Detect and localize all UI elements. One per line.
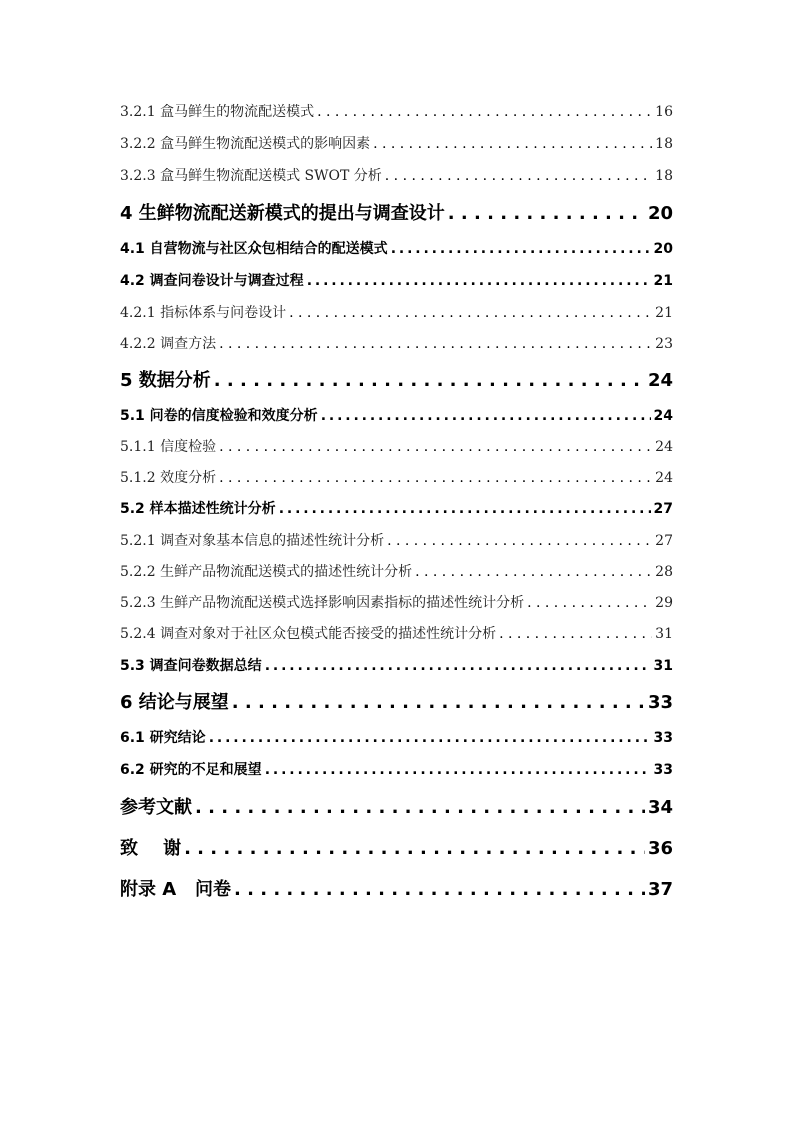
toc-entry-page: 16 [655, 104, 673, 120]
toc-entry-title: 附录 A 问卷 [120, 879, 231, 900]
dot-leader [448, 203, 645, 224]
dot-leader [307, 273, 651, 289]
toc-entry-title: 3.2.2 盒马鲜生物流配送模式的影响因素 [120, 136, 371, 152]
toc-entry-page: 29 [655, 595, 673, 611]
dot-leader [219, 439, 652, 455]
toc-entry-page: 21 [655, 305, 673, 321]
toc-entry-acknowledgements[interactable] [120, 834, 673, 860]
toc-entry-title: 5 数据分析 [120, 370, 211, 391]
toc-entry-page: 33 [647, 692, 673, 713]
toc-entry-page: 24 [655, 439, 673, 455]
toc-entry-3-2-3[interactable] [120, 165, 673, 185]
toc-entry-page: 36 [647, 838, 673, 859]
toc-entry-chapter-6[interactable] [120, 688, 673, 714]
toc-entry-page: 33 [653, 762, 673, 778]
toc-entry-page: 20 [647, 203, 673, 224]
toc-entry-title: 4 生鲜物流配送新模式的提出与调查设计 [120, 203, 445, 224]
toc-entry-chapter-4[interactable] [120, 199, 673, 225]
toc-entry-page: 20 [653, 241, 673, 257]
toc-entry-4-2-1[interactable] [120, 302, 673, 322]
dot-leader [385, 168, 652, 184]
toc-entry-title: 6.1 研究结论 [120, 730, 206, 746]
toc-entry-page: 18 [655, 136, 673, 152]
toc-entry-page: 31 [655, 626, 673, 642]
dot-leader [391, 241, 651, 257]
toc-entry-title: 6 结论与展望 [120, 692, 229, 713]
toc-entry-page: 37 [647, 879, 673, 900]
toc-entry-5-1-2[interactable] [120, 467, 673, 487]
toc-entry-page: 28 [655, 564, 673, 580]
dot-leader [234, 879, 645, 900]
toc-entry-5-2-3[interactable] [120, 592, 673, 612]
toc-entry-title: 5.1 问卷的信度检验和效度分析 [120, 408, 318, 424]
toc-entry-3-2-1[interactable] [120, 101, 673, 121]
toc-entry-title: 4.2.2 调查方法 [120, 336, 217, 352]
toc-entry-title: 致 谢 [120, 838, 182, 859]
toc-entry-page: 24 [647, 370, 673, 391]
toc-entry-4-1[interactable] [120, 238, 673, 258]
toc-entry-title: 3.2.1 盒马鲜生的物流配送模式 [120, 104, 315, 120]
toc-entry-title: 5.1.2 效度分析 [120, 470, 217, 486]
toc-entry-page: 24 [655, 470, 673, 486]
dot-leader [289, 305, 652, 321]
dot-leader [265, 658, 651, 674]
toc-entry-page: 34 [647, 797, 673, 818]
toc-entry-4-2-2[interactable] [120, 333, 673, 353]
toc-entry-title: 3.2.3 盒马鲜生物流配送模式 SWOT 分析 [120, 168, 382, 184]
toc-entry-5-2-1[interactable] [120, 530, 673, 550]
toc-entry-6-2[interactable] [120, 759, 673, 779]
dot-leader [527, 595, 652, 611]
toc-entry-5-1-1[interactable] [120, 436, 673, 456]
toc-entry-title: 5.3 调查问卷数据总结 [120, 658, 262, 674]
toc-entry-3-2-2[interactable] [120, 133, 673, 153]
toc-entry-title: 5.2.4 调查对象对于社区众包模式能否接受的描述性统计分析 [120, 626, 497, 642]
dot-leader [265, 762, 651, 778]
toc-entry-5-3[interactable] [120, 655, 673, 675]
toc-entry-page: 33 [653, 730, 673, 746]
toc-entry-title: 5.2.3 生鲜产品物流配送模式选择影响因素指标的描述性统计分析 [120, 595, 525, 611]
toc-entry-6-1[interactable] [120, 727, 673, 747]
toc-entry-title: 5.2.1 调查对象基本信息的描述性统计分析 [120, 533, 385, 549]
toc-entry-4-2[interactable] [120, 270, 673, 290]
toc-entry-title: 4.2.1 指标体系与问卷设计 [120, 305, 287, 321]
toc-entry-title: 5.1.1 信度检验 [120, 439, 217, 455]
toc-entry-title: 5.2.2 生鲜产品物流配送模式的描述性统计分析 [120, 564, 413, 580]
toc-entry-page: 27 [653, 501, 673, 517]
toc-entry-5-1[interactable] [120, 405, 673, 425]
dot-leader [373, 136, 652, 152]
toc-entry-page: 31 [653, 658, 673, 674]
toc-entry-title: 6.2 研究的不足和展望 [120, 762, 262, 778]
toc-entry-page: 24 [653, 408, 673, 424]
toc-entry-title: 4.2 调查问卷设计与调查过程 [120, 273, 304, 289]
toc-entry-page: 18 [655, 168, 673, 184]
toc-entry-references[interactable] [120, 793, 673, 819]
dot-leader [317, 104, 652, 120]
dot-leader [499, 626, 652, 642]
toc-entry-title: 参考文献 [120, 797, 192, 818]
toc-entry-title: 5.2 样本描述性统计分析 [120, 501, 276, 517]
dot-leader [195, 797, 645, 818]
toc-entry-appendix-a[interactable] [120, 875, 673, 901]
toc-entry-page: 23 [655, 336, 673, 352]
toc-entry-page: 27 [655, 533, 673, 549]
toc-entry-5-2[interactable] [120, 498, 673, 518]
dot-leader [209, 730, 651, 746]
toc-entry-title: 4.1 自营物流与社区众包相结合的配送模式 [120, 241, 388, 257]
dot-leader [279, 501, 651, 517]
toc-entry-chapter-5[interactable] [120, 366, 673, 392]
dot-leader [219, 336, 652, 352]
toc-entry-5-2-2[interactable] [120, 561, 673, 581]
dot-leader [184, 838, 645, 859]
toc-entry-5-2-4[interactable] [120, 623, 673, 643]
dot-leader [219, 470, 652, 486]
dot-leader [214, 370, 645, 391]
dot-leader [321, 408, 651, 424]
dot-leader [415, 564, 652, 580]
dot-leader [387, 533, 652, 549]
toc-entry-page: 21 [653, 273, 673, 289]
dot-leader [232, 692, 645, 713]
